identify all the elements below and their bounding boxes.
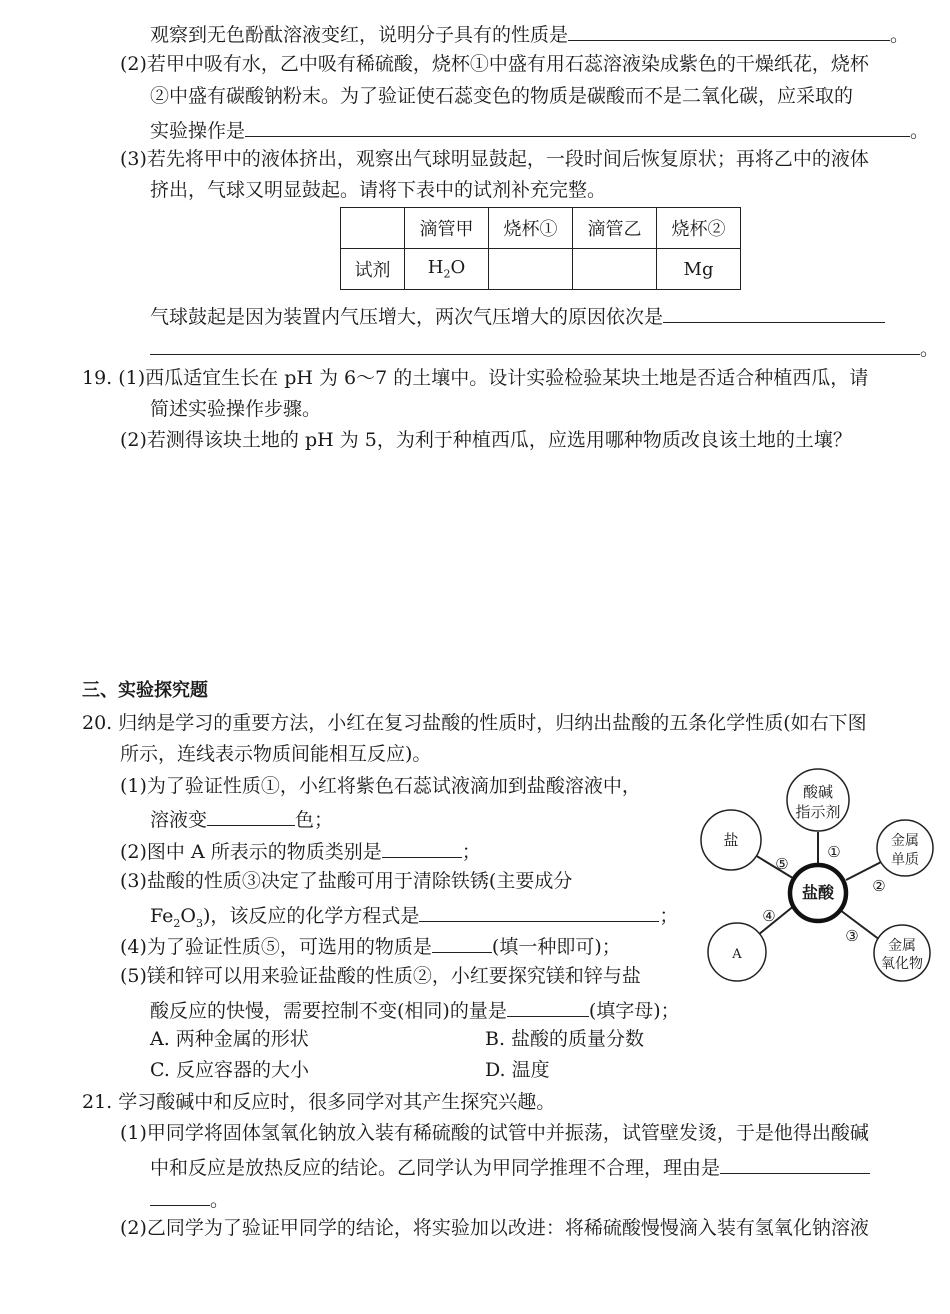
q21-p1-line2	[150, 1153, 870, 1180]
q20-p3-line2-text: )，该反应的化学方程式是	[202, 905, 420, 927]
metal-label-1: 金属	[891, 833, 919, 849]
q20-p3-line2-end: ；	[659, 905, 679, 927]
q18-p2-line3-text: 实验操作是	[150, 120, 246, 142]
oxide-label-2: 氧化物	[881, 956, 923, 972]
fe-symbol: Fe	[150, 905, 174, 927]
q21-line1: 21. 学习酸碱中和反应时，很多同学对其产生探究兴趣。	[82, 1091, 556, 1113]
q21-p1-line3	[150, 1185, 229, 1212]
q18-p3-line1: (3)若先将甲中的液体挤出，观察出气球明显鼓起，一段时间后恢复原状；再将乙中的液体	[120, 148, 869, 170]
h2o-o: O	[450, 257, 466, 279]
q18-p2-line3-end: 。	[910, 120, 930, 142]
edge-number-4: ④	[762, 907, 776, 925]
q20-p3-line1: (3)盐酸的性质③决定了盐酸可用于清除铁锈(主要成分	[120, 870, 573, 892]
q21-reason-blank-1[interactable]	[720, 1153, 870, 1174]
table-cell-mg: Mg	[657, 249, 741, 290]
q20-p2-end: ；	[461, 841, 481, 863]
q18-line0-text: 观察到无色酚酞溶液变红，说明分子具有的性质是	[150, 24, 569, 46]
q21-p2-line1: (2)乙同学为了验证甲同学的结论，将实验加以改进：将稀硫酸慢慢滴入装有氢氧化钠溶液	[120, 1217, 869, 1239]
table-header-cell: 烧杯①	[489, 208, 573, 249]
q20-p1-line2-end: 色；	[295, 809, 334, 831]
table-header-cell: 滴管乙	[573, 208, 657, 249]
q19-line2: 简述实验操作步骤。	[150, 398, 322, 420]
q21-p1-line3-end: 。	[210, 1189, 230, 1211]
q20-option-a: A. 两种金属的形状	[150, 1028, 309, 1050]
q20-p4-end: (填一种即可)；	[491, 936, 621, 958]
q18-p3-line2: 挤出，气球又明显鼓起。请将下表中的试剂补充完整。	[150, 179, 607, 201]
q18-p2-line1: (2)若甲中吸有水，乙中吸有稀硫酸，烧杯①中盛有用石蕊溶液染成紫色的干燥纸花，烧杯	[120, 53, 869, 75]
q18-p3-line3-text: 气球鼓起是因为装置内气压增大，两次气压增大的原因依次是	[150, 306, 664, 328]
q18-p2-line2: ②中盛有碳酸钠粉末。为了验证使石蕊变色的物质是碳酸而不是二氧化碳，应采取的	[150, 85, 854, 107]
q20-p5-line2-text: 酸反应的快慢，需要控制不变(相同)的量是	[150, 1000, 507, 1022]
q18-p3-line4-end: 。	[920, 338, 940, 360]
q18-line0-end: 。	[890, 24, 910, 46]
table-row-label: 试剂	[341, 249, 405, 290]
q20-line1: 20. 归纳是学习的重要方法，小红在复习盐酸的性质时，归纳出盐酸的五条化学性质(如右下图	[82, 712, 867, 734]
q20-option-d: D. 温度	[485, 1059, 550, 1081]
edge-number-3: ③	[845, 927, 859, 945]
q20-option-b: B. 盐酸的质量分数	[485, 1028, 645, 1050]
fe-sub: 2	[173, 916, 181, 930]
q21-p1-line1: (1)甲同学将固体氢氧化钠放入装有稀硫酸的试管中并振荡，试管壁发烫，于是他得出酸碱	[120, 1122, 869, 1144]
q19-line3: (2)若测得该块土地的 pH 为 5，为利于种植西瓜，应选用哪种物质改良该土地的土壤？	[120, 429, 852, 451]
section-title: 三、实验探究题	[82, 680, 208, 701]
o-symbol: O	[180, 905, 196, 927]
q20-p1-line2-text: 溶液变	[150, 809, 208, 831]
edge-number-1: ①	[827, 843, 841, 861]
oxide-label-1: 金属	[888, 938, 916, 954]
q20-line2: 所示，连线表示物质间能相互反应)。	[120, 743, 432, 765]
q20-p1-line1: (1)为了验证性质①，小红将紫色石蕊试液滴加到盐酸溶液中，	[120, 775, 641, 797]
center-label: 盐酸	[801, 883, 835, 902]
q20-option-c: C. 反应容器的大小	[150, 1059, 309, 1081]
metal-label-2: 单质	[891, 852, 919, 868]
q20-p5-line2-end: (填字母)；	[588, 1000, 680, 1022]
h2o-h: H	[427, 257, 444, 279]
q20-p5-line1: (5)镁和锌可以用来验证盐酸的性质②，小红要探究镁和锌与盐	[120, 965, 641, 987]
table-header-cell: 滴管甲	[405, 208, 489, 249]
a-label: A	[732, 947, 742, 962]
edge-number-5: ⑤	[775, 855, 789, 873]
q19-line1: 19. (1)西瓜适宜生长在 pH 为 6～7 的土壤中。设计实验检验某块土地是否适合种植西瓜，请	[82, 367, 869, 389]
indicator-label-2: 指示剂	[795, 803, 841, 821]
salt-label: 盐	[723, 831, 739, 849]
q20-p2-text: (2)图中 A 所表示的物质类别是	[120, 841, 382, 863]
h2o-sub: 2	[443, 267, 451, 281]
table-header-cell: 烧杯②	[657, 208, 741, 249]
indicator-label-1: 酸碱	[802, 783, 834, 801]
q20-p4-text: (4)为了验证性质⑤，可选用的物质是	[120, 936, 432, 958]
o-sub: 3	[195, 916, 203, 930]
q21-p1-line2-text: 中和反应是放热反应的结论。乙同学认为甲同学推理不合理，理由是	[150, 1157, 721, 1179]
edge-number-2: ②	[872, 877, 886, 895]
q21-reason-blank-2[interactable]	[150, 1185, 210, 1206]
